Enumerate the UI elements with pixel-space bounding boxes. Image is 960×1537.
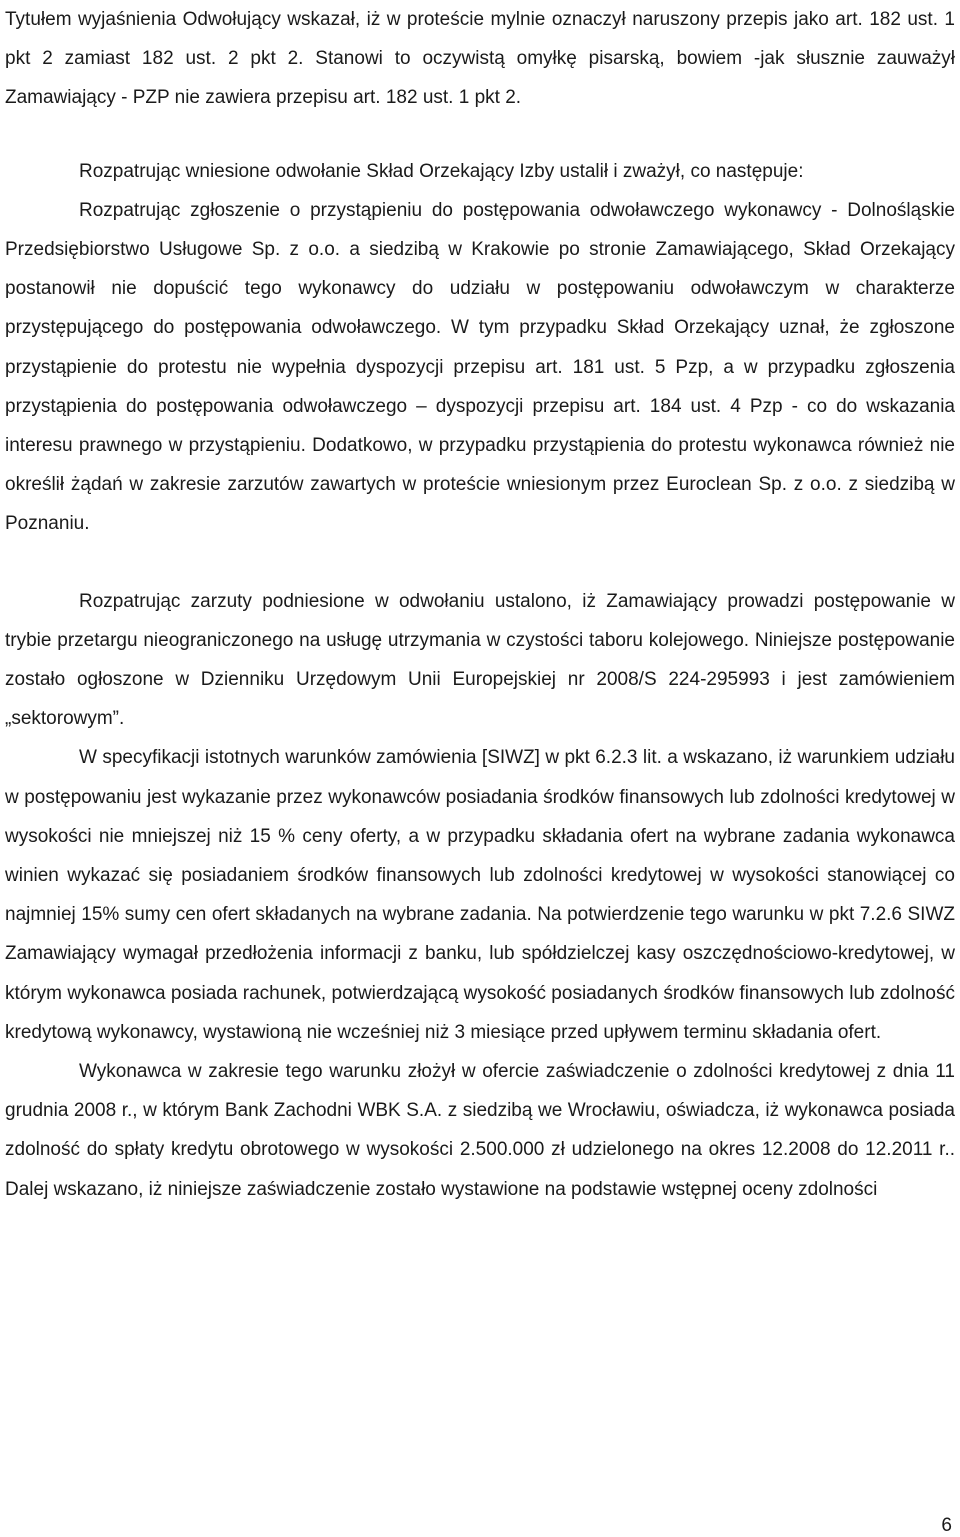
- paragraph-allegations: Rozpatrując zarzuty podniesione w odwołaniu ustalono, iż Zamawiający prowadzi postępowanie w trybie przetargu nieograniczonego na usługę utrzymania w czystości taboru kolejowego. Niniejsze postępowanie zostało ogłoszone w Dzienniku Urzędowym Unii Europejskiej nr 2008/S 224-295993 i jest zamówieniem „sektorowym”.: [5, 590, 955, 730]
- paragraph-findings-intro: Rozpatrując wniesione odwołanie Skład Orzekający Izby ustalił i zważył, co następuje:: [79, 160, 804, 182]
- paragraph-intervention: Rozpatrując zgłoszenie o przystąpieniu do postępowania odwoławczego wykonawcy - Dolnośląskie Przedsiębiorstwo Usługowe Sp. z o.o. a siedzibą w Krakowie po stronie Zamawiającego, Skład Orzekający postanowił nie dopuścić tego wykonawcy do udziału w postępowaniu odwoławczym w charakterze przystępującego do postępowania odwoławczego. W tym przypadku Skład Orzekający uznał, że zgłoszone przystąpienie do protestu nie wypełnia dyspozycji przepisu art. 181 ust. 5 Pzp, a w przypadku zgłoszenia przystąpienia do postępowania odwoławczego – dyspozycji przepisu art. 184 ust. 4 Pzp - co do wskazania interesu prawnego w przystąpieniu. Dodatkowo, w przypadku przystąpienia do protestu wykonawca również nie określił żądań w zakresie zarzutów zawartych w proteście wniesionym przez Euroclean Sp. z o.o. z siedzibą w Poznaniu.: [5, 199, 955, 535]
- paragraph-siwz-condition: W specyfikacji istotnych warunków zamówienia [SIWZ] w pkt 6.2.3 lit. a wskazano, iż warunkiem udziału w postępowaniu jest wykazanie przez wykonawców posiadania środków finansowych lub zdolności kredytowej w wysokości nie mniejszej niż 15 % ceny oferty, a w przypadku składania ofert na wybrane zadania wykonawca winien wykazać się posiadaniem środków finansowych lub zdolności kredytowej w wysokości stanowiącej co najmniej 15% sumy cen ofert składanych na wybrane zadania. Na potwierdzenie tego warunku w pkt 7.2.6 SIWZ Zamawiający wymagał przedłożenia informacji z banku, lub spółdzielczej kasy oszczędnościowo-kredytowej, w którym wykonawca posiada rachunek, potwierdzającą wysokość posiadanych środków finansowych lub zdolność kredytową wykonawcy, wystawioną nie wcześniej niż 3 miesiące przed upływem terminu składania ofert.: [5, 747, 955, 1043]
- paragraph-explanation: Tytułem wyjaśnienia Odwołujący wskazał, iż w proteście mylnie oznaczył naruszony przepis jako art. 182 ust. 1 pkt 2 zamiast 182 ust. 2 pkt 2. Stanowi to oczywistą omyłkę pisarską, bowiem -jak słusznie zauważył Zamawiający - PZP nie zawiera przepisu art. 182 ust. 1 pkt 2.: [5, 9, 955, 109]
- page-number: 6: [941, 1515, 952, 1536]
- paragraph-bank-certificate: Wykonawca w zakresie tego warunku złożył w ofercie zaświadczenie o zdolności kredytowej z dnia 11 grudnia 2008 r., w którym Bank Zachodni WBK S.A. z siedzibą we Wrocławiu, oświadcza, iż wykonawca posiada zdolność do spłaty kredytu obrotowego w wysokości 2.500.000 zł udzielonego na okres 12.2008 do 12.2011 r.. Dalej wskazano, iż niniejsze zaświadczenie zostało wystawione na podstawie wstępnej oceny zdolności: [5, 1061, 955, 1200]
- document-page: [5, 0, 955, 1209]
